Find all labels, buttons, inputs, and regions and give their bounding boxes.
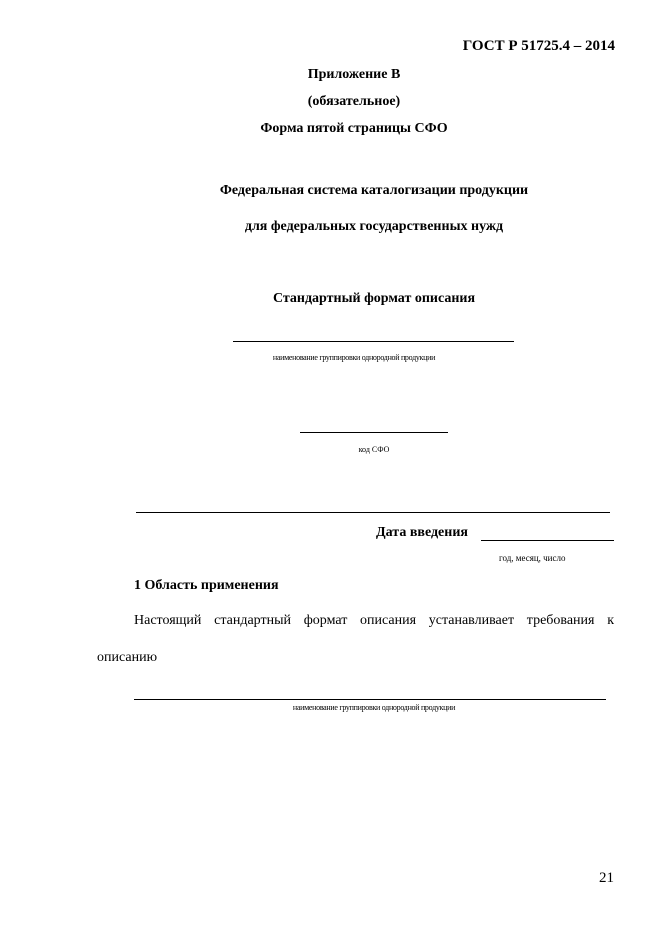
section1-paragraph-line2: описанию bbox=[97, 650, 158, 665]
section1-heading: 1 Область применения bbox=[134, 578, 279, 593]
intro-date-label: Дата введения bbox=[376, 525, 468, 540]
intro-date-caption: год, месяц, число bbox=[499, 553, 566, 563]
appendix-status: (обязательное) bbox=[307, 94, 401, 109]
system-name-line1: Федеральная система каталогизации продукции bbox=[219, 183, 529, 198]
code-line bbox=[300, 432, 448, 433]
standard-code: ГОСТ Р 51725.4 – 2014 bbox=[462, 38, 615, 54]
format-title: Стандартный формат описания bbox=[272, 291, 476, 306]
group-name-line bbox=[233, 341, 514, 342]
intro-date-line bbox=[481, 540, 614, 541]
code-caption: код СФО bbox=[358, 445, 390, 454]
page-number: 21 bbox=[599, 870, 614, 886]
section1-paragraph-line1: Настоящий стандартный формат описания устанавливает требования к bbox=[134, 613, 614, 628]
section1-group-caption: наименование группировки однородной продукции bbox=[292, 703, 456, 712]
section1-group-line bbox=[134, 699, 606, 700]
group-name-caption: наименование группировки однородной продукции bbox=[272, 353, 436, 362]
separator-line bbox=[136, 512, 610, 513]
appendix-subtitle: Форма пятой страницы СФО bbox=[260, 121, 448, 136]
appendix-title: Приложение В bbox=[307, 67, 401, 82]
system-name-line2: для федеральных государственных нужд bbox=[244, 219, 504, 234]
